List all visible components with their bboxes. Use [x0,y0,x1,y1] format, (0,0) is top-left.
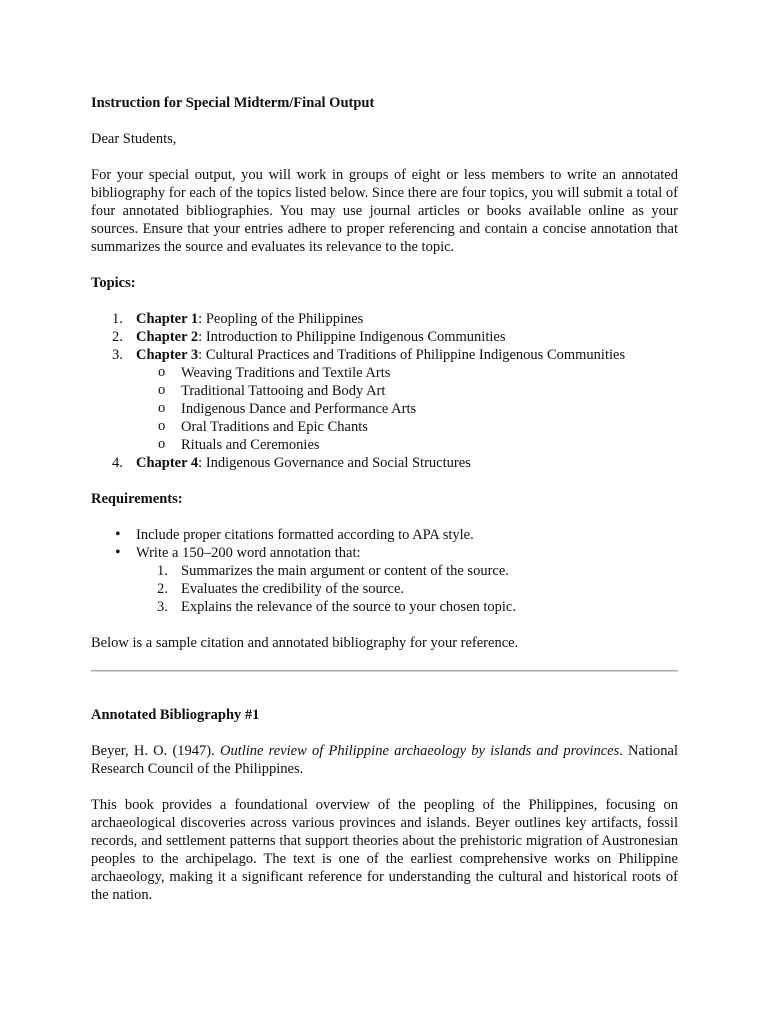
topic-item [91,346,678,454]
requirements-heading: Requirements: [91,491,183,507]
bullet-icon: • [115,526,121,543]
topic-number: 4. [112,455,123,471]
topic-item [91,328,678,346]
topics-heading: Topics: [91,275,136,291]
subtopic-text: Rituals and Ceremonies [181,437,320,453]
sub-bullet-icon: o [158,418,166,434]
topic-chapter: Chapter 1 [136,311,199,327]
subtopic-item [136,364,678,382]
subtopic-text: Oral Traditions and Epic Chants [181,419,368,435]
step-text: Evaluates the credibility of the source. [181,581,405,597]
citation [91,742,678,778]
requirements-list [91,526,678,616]
bullet-icon: • [115,544,121,561]
topic-chapter: Chapter 2 [136,329,199,345]
step-number: 3. [157,599,168,615]
sample-note: Below is a sample citation and annotated bibliography for your reference. [91,635,519,651]
subtopic-item [136,400,678,418]
subtopic-text: Weaving Traditions and Textile Arts [181,365,391,381]
annotation-steps-list [136,562,678,616]
topic-text: : Indigenous Governance and Social Structures [198,455,471,471]
annotation-step [136,580,678,598]
horizontal-divider [91,670,678,672]
topic-number: 1. [112,311,123,327]
step-number: 2. [157,581,168,597]
citation-publisher: . National Research Council of the Philippines. [91,743,678,777]
subtopic-item [136,382,678,400]
document-page [91,94,678,904]
intro-paragraph: For your special output, you will work in groups of eight or less members to write an annotated bibliography for each of the topics listed below. Since there are four topics, you will submit a total of four annotated bibliographies. You may use journal articles or books available online as your sources. Ensure that your entries adhere to proper referencing and contain a concise annotation that summarizes the source and evaluates its relevance to the topic. [91,167,678,255]
step-text: Summarizes the main argument or content of the source. [181,563,509,579]
step-text: Explains the relevance of the source to your chosen topic. [181,599,516,615]
subtopic-text: Indigenous Dance and Performance Arts [181,401,417,417]
topic-chapter: Chapter 3 [136,347,199,363]
subtopic-item [136,418,678,436]
sub-bullet-icon: o [158,436,166,452]
annotation-step [136,562,678,580]
topic-text: : Introduction to Philippine Indigenous Communities [198,329,506,345]
requirement-item [91,526,678,544]
topic-text: : Peopling of the Philippines [198,311,364,327]
sub-bullet-icon: o [158,364,166,380]
requirement-text: Include proper citations formatted according to APA style. [136,527,474,543]
bibliography-heading: Annotated Bibliography #1 [91,707,260,723]
topics-list [91,310,678,472]
topic-number: 3. [112,347,123,363]
citation-authors: Beyer, H. O. (1947). [91,743,220,759]
subtopic-item [136,436,678,454]
sub-bullet-icon: o [158,382,166,398]
salutation: Dear Students, [91,131,177,147]
annotation-step [136,598,678,616]
document-title: Instruction for Special Midterm/Final Output [91,95,375,111]
subtopic-text: Traditional Tattooing and Body Art [181,383,386,399]
topic-number: 2. [112,329,123,345]
step-number: 1. [157,563,168,579]
subtopics-list [136,364,678,454]
annotation-paragraph: This book provides a foundational overview of the peopling of the Philippines, focusing on archaeological discoveries across various provinces and islands. Beyer outlines key artifacts, fossil records, and settlement patterns that support theories about the prehistoric migration of Austronesian peoples to the archipelago. The text is one of the earliest comprehensive works on Philippine archaeology, making it a significant reference for understanding the cultural and historical roots of the nation. [91,797,678,903]
topic-item [91,454,678,472]
sub-bullet-icon: o [158,400,166,416]
topic-item [91,310,678,328]
requirement-text: Write a 150–200 word annotation that: [136,545,361,561]
topic-chapter: Chapter 4 [136,455,199,471]
requirement-item [91,544,678,616]
citation-title: Outline review of Philippine archaeology by islands and provinces [219,743,620,759]
topic-text: : Cultural Practices and Traditions of Philippine Indigenous Communities [198,347,626,363]
